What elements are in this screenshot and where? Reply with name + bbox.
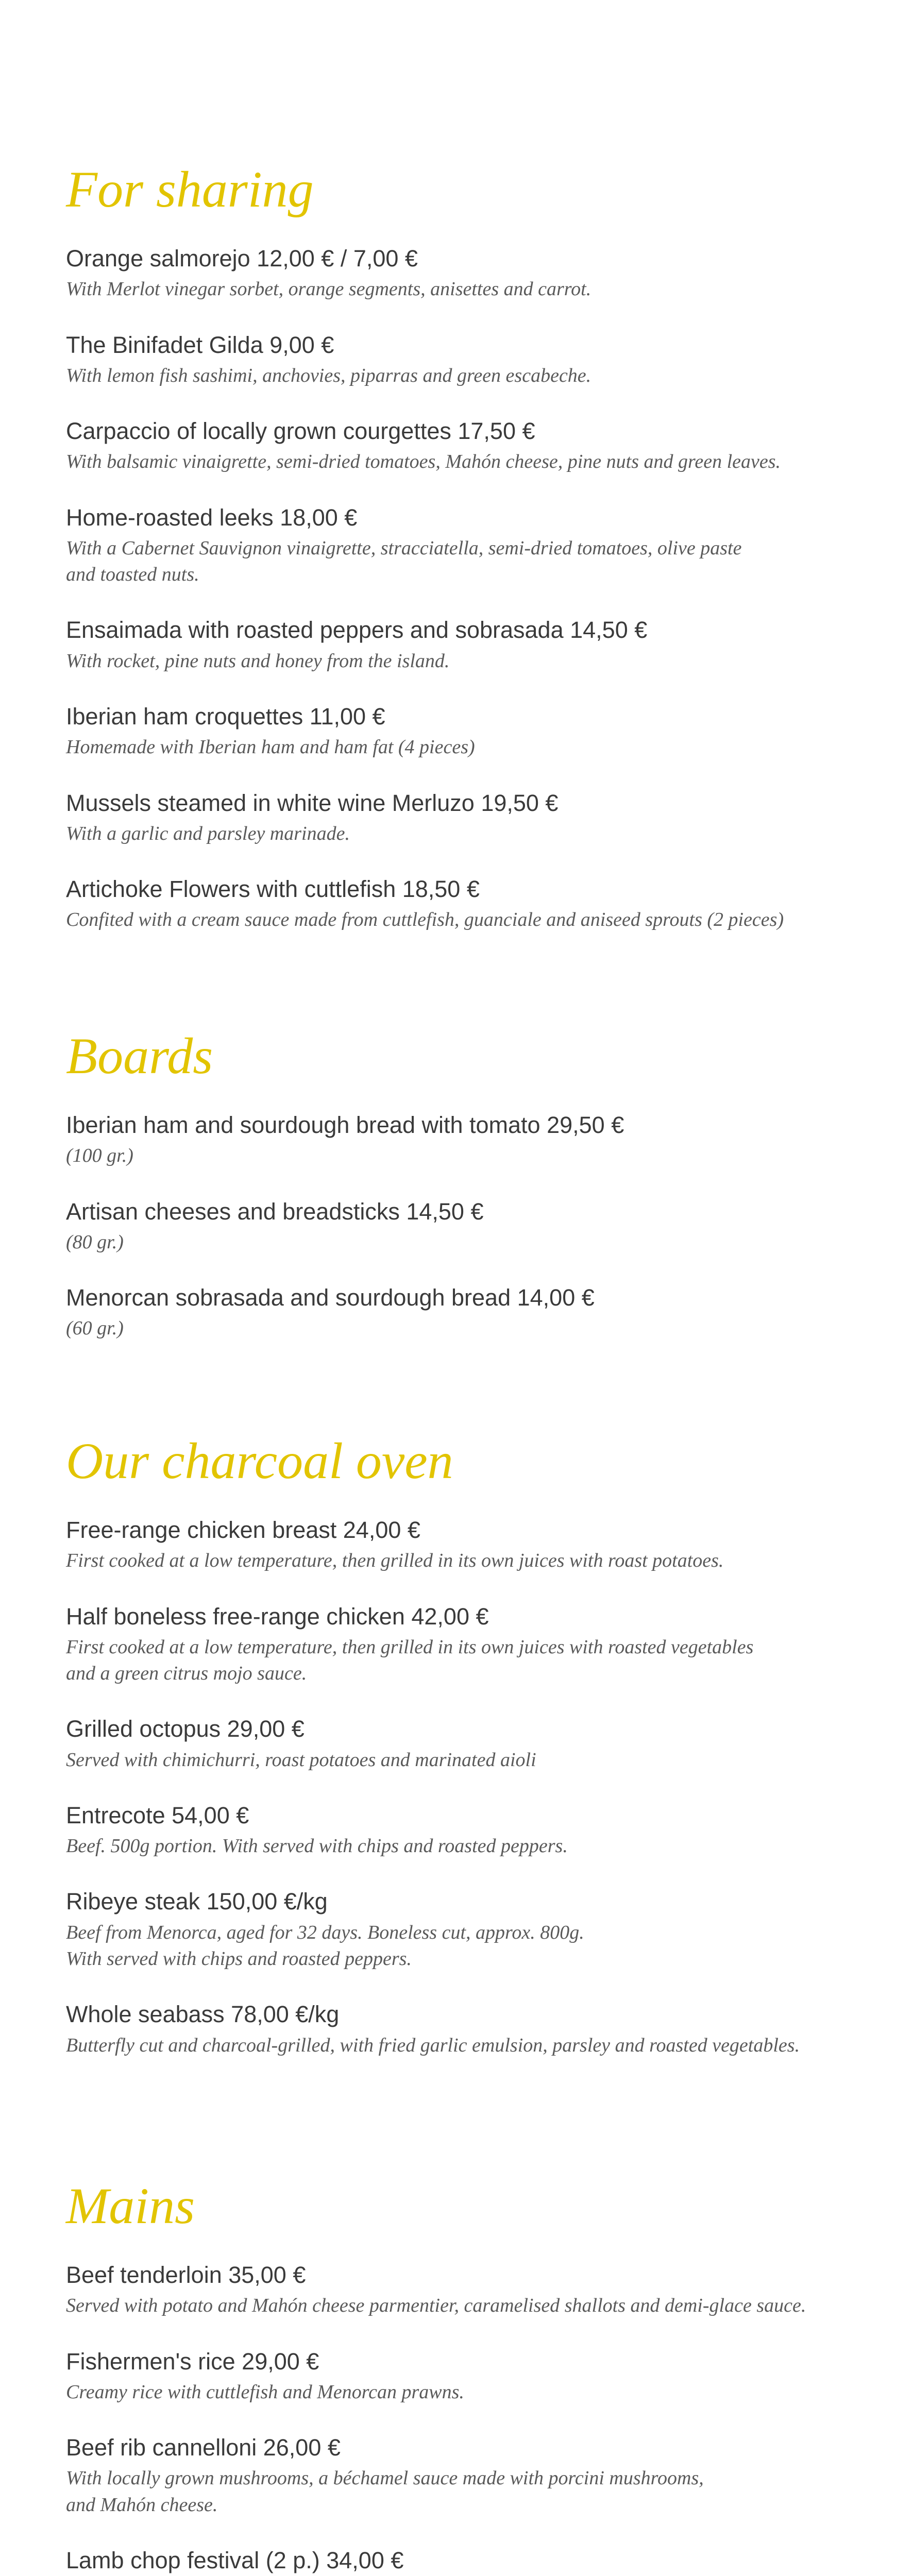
menu-item: [66, 1602, 870, 1687]
item-description: With a Cabernet Sauvignon vinaigrette, stracciatella, semi-dried tomatoes, olive paste and toasted nuts.: [66, 537, 742, 586]
item-description: Butterfly cut and charcoal-grilled, with fried garlic emulsion, parsley and roasted vegetables.: [66, 2034, 800, 2056]
item-name: Lamb chop festival (2 p.) 34,00 €: [66, 2547, 404, 2573]
item-description: With balsamic vinaigrette, semi-dried tomatoes, Mahón cheese, pine nuts and green leaves.: [66, 451, 781, 473]
item-description: Homemade with Iberian ham and ham fat (4 pieces): [66, 736, 475, 758]
menu-item: [66, 616, 870, 674]
menu-item: [66, 1887, 870, 1972]
item-description: With rocket, pine nuts and honey from the island.: [66, 650, 450, 672]
item-description: Beef from Menorca, aged for 32 days. Boneless cut, approx. 800g. With served with chips and roasted peppers.: [66, 1921, 584, 1970]
menu-item: [66, 2546, 870, 2576]
section-title: Our charcoal oven: [66, 1432, 453, 1489]
section-title: Mains: [66, 2177, 195, 2234]
item-name: Carpaccio of locally grown courgettes 17,50 €: [66, 418, 535, 445]
menu-item: [66, 1516, 870, 1574]
section-title: For sharing: [66, 161, 314, 218]
item-description: First cooked at a low temperature, then grilled in its own juices with roasted vegetables and a green citrus mojo sauce.: [66, 1636, 754, 1685]
item-description: (100 gr.): [66, 1145, 133, 1167]
item-description: Served with potato and Mahón cheese parmentier, caramelised shallots and demi-glace sauce.: [66, 2295, 806, 2317]
item-name: Half boneless free-range chicken 42,00 €: [66, 1603, 489, 1630]
menu-item: [66, 331, 870, 389]
menu-item: [66, 1283, 870, 1342]
section-title: Boards: [66, 1027, 213, 1084]
menu-item: [66, 1111, 870, 1170]
item-description: (80 gr.): [66, 1231, 124, 1253]
menu-item: [66, 244, 870, 303]
item-description: (60 gr.): [66, 1317, 124, 1340]
item-description: Confited with a cream sauce made from cuttlefish, guanciale and aniseed sprouts (2 pieces): [66, 909, 784, 931]
section-charcoal-oven: [66, 1432, 870, 2087]
menu-item: [66, 1801, 870, 1860]
menu-item: [66, 702, 870, 761]
item-description: With Merlot vinegar sorbet, orange segments, anisettes and carrot.: [66, 278, 591, 300]
menu-item: [66, 789, 870, 848]
item-name: Grilled octopus 29,00 €: [66, 1716, 305, 1742]
menu-item: [66, 875, 870, 934]
item-name: Home-roasted leeks 18,00 €: [66, 504, 358, 531]
item-name: Beef rib cannelloni 26,00 €: [66, 2434, 341, 2461]
menu-item: [66, 417, 870, 476]
menu-item: [66, 2433, 870, 2518]
item-name: The Binifadet Gilda 9,00 €: [66, 331, 334, 358]
menu-item: [66, 2261, 870, 2319]
item-name: Free-range chicken breast 24,00 €: [66, 1517, 420, 1543]
item-name: Ribeye steak 150,00 €/kg: [66, 1888, 328, 1915]
item-name: Ensaimada with roasted peppers and sobrasada 14,50 €: [66, 617, 648, 643]
menu-item: [66, 2347, 870, 2406]
item-description: With a garlic and parsley marinade.: [66, 822, 350, 844]
item-name: Menorcan sobrasada and sourdough bread 14,00 €: [66, 1284, 595, 1311]
menu-item: [66, 2000, 870, 2059]
item-name: Iberian ham and sourdough bread with tomato 29,50 €: [66, 1112, 624, 1138]
item-name: Artisan cheeses and breadsticks 14,50 €: [66, 1198, 484, 1225]
item-description: Served with chimichurri, roast potatoes and marinated aioli: [66, 1749, 536, 1771]
menu-item: [66, 503, 870, 588]
menu-item: [66, 1197, 870, 1256]
section-mains: [66, 2177, 870, 2576]
item-name: Beef tenderloin 35,00 €: [66, 2262, 306, 2288]
item-name: Whole seabass 78,00 €/kg: [66, 2001, 340, 2028]
item-name: Iberian ham croquettes 11,00 €: [66, 703, 385, 730]
item-name: Entrecote 54,00 €: [66, 1802, 249, 1828]
item-description: With locally grown mushrooms, a béchamel sauce made with porcini mushrooms, and Mahón cheese.: [66, 2467, 704, 2516]
item-name: Artichoke Flowers with cuttlefish 18,50 €: [66, 876, 480, 903]
item-name: Fishermen's rice 29,00 €: [66, 2348, 319, 2375]
item-description: With lemon fish sashimi, anchovies, piparras and green escabeche.: [66, 364, 591, 386]
item-description: Creamy rice with cuttlefish and Menorcan prawns.: [66, 2381, 464, 2403]
item-description: First cooked at a low temperature, then grilled in its own juices with roast potatoes.: [66, 1550, 724, 1572]
item-name: Orange salmorejo 12,00 € / 7,00 €: [66, 245, 418, 272]
section-for-sharing: [66, 161, 870, 961]
item-name: Mussels steamed in white wine Merluzo 19,50 €: [66, 789, 559, 816]
item-description: Beef. 500g portion. With served with chips and roasted peppers.: [66, 1835, 568, 1857]
menu-item: [66, 1715, 870, 1773]
section-boards: [66, 1027, 870, 1370]
